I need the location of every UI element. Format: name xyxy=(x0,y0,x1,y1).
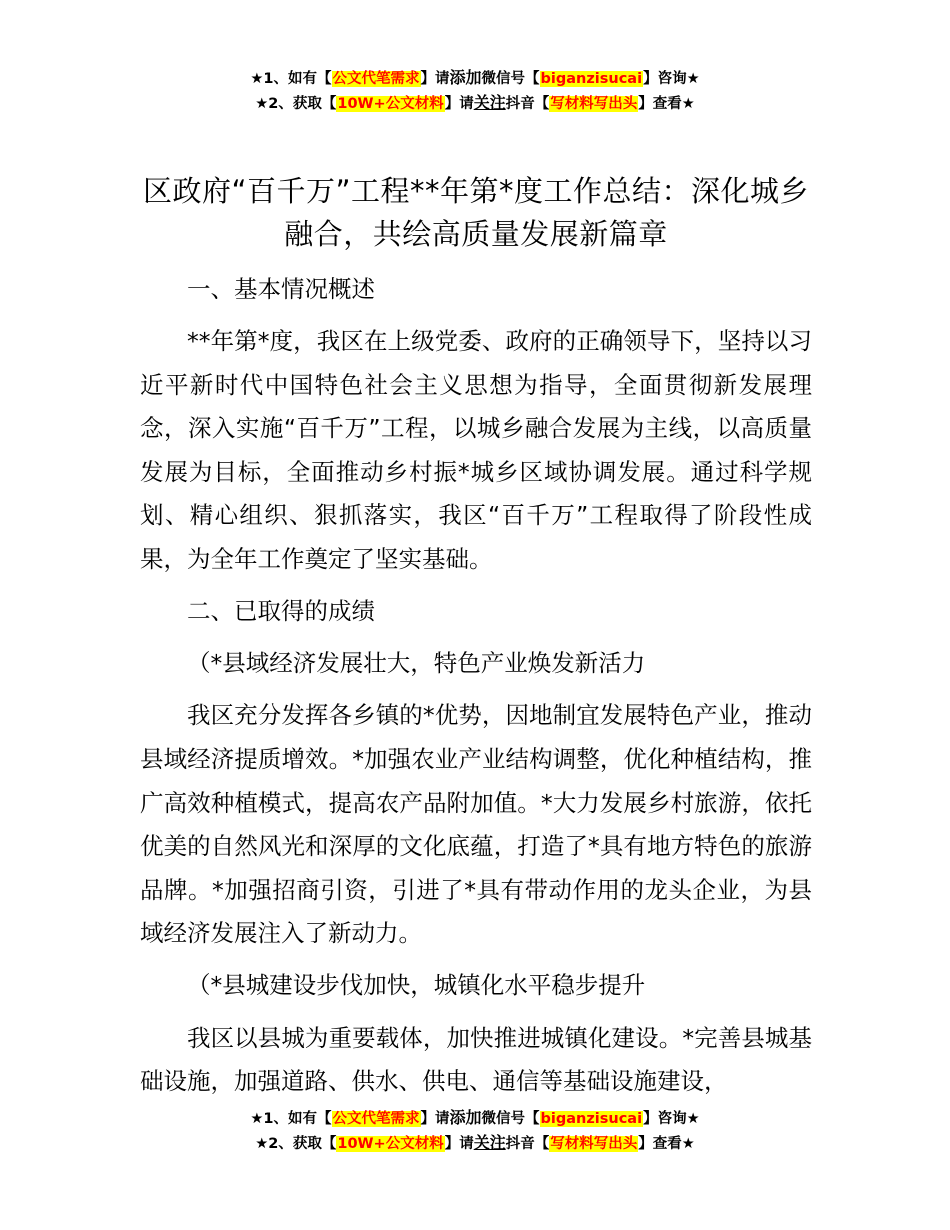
banner-text: 】请 xyxy=(444,1136,474,1152)
banner-text: 】咨询★ xyxy=(643,71,700,87)
banner-emphasis: 关注 xyxy=(473,1133,506,1152)
header-banner xyxy=(0,66,950,116)
banner-text: ★2、获取【 xyxy=(255,96,337,112)
banner-text: 】请 xyxy=(420,71,450,87)
subsection-heading: （*县城建设步伐加快，城镇化水平稳步提升 xyxy=(187,971,646,1000)
footer-banner xyxy=(0,1106,950,1156)
banner-emphasis: 关注 xyxy=(473,93,506,112)
banner-line-1 xyxy=(0,1106,950,1131)
highlight-materials: 10W+公文材料 xyxy=(337,1136,444,1152)
banner-text: 】查看★ xyxy=(638,96,695,112)
body-paragraph: **年第*度，我区在上级党委、政府的正确领导下，坚持以习近平新时代中国特色社会主义思想为指导，全面贯彻新发展理念，深入实施“百千万”工程，以城乡融合发展为主线，以高质量发展为目标，全面推动乡村振*城乡区域协调发展。通过科学规划、精心组织、狠抓落实，我区“百千万”工程取得了阶段性成果，为全年工作奠定了坚实基础。 xyxy=(140,327,812,574)
banner-text: 微信号【 xyxy=(481,71,540,87)
highlight-douyin-account: 写材料写出头 xyxy=(550,96,638,112)
document-title: 区政府“百千万”工程**年第*度工作总结：深化城乡融合，共绘高质量发展新篇章 xyxy=(142,174,810,251)
highlight-wechat-id: biganzisucai xyxy=(540,1111,643,1127)
banner-emphasis: 添加 xyxy=(449,68,482,87)
banner-emphasis: 添加 xyxy=(449,1108,482,1127)
subsection-heading: （*县域经济发展壮大，特色产业焕发新活力 xyxy=(187,649,646,678)
body-paragraph: 我区以县城为重要载体，加快推进城镇化建设。*完善县城基础设施，加强道路、供水、供电、通信等基础设施建设， xyxy=(140,1023,812,1096)
highlight-wechat-id: biganzisucai xyxy=(540,71,643,87)
banner-text: 】请 xyxy=(420,1111,450,1127)
section-heading: 二、已取得的成绩 xyxy=(187,597,375,626)
body-paragraph: 我区充分发挥各乡镇的*优势，因地制宜发展特色产业，推动县域经济提质增效。*加强农业产业结构调整，优化种植结构，推广高效种植模式，提高农产品附加值。*大力发展乡村旅游，依托优美的自然风光和深厚的文化底蕴，打造了*具有地方特色的旅游品牌。*加强招商引资，引进了*具有带动作用的龙头企业，为县域经济发展注入了新动力。 xyxy=(140,701,812,948)
highlight-service: 公文代笔需求 xyxy=(332,71,420,87)
document-body xyxy=(140,268,812,1112)
banner-line-2 xyxy=(0,1131,950,1156)
banner-text: ★1、如有【 xyxy=(250,71,332,87)
banner-text: 】查看★ xyxy=(638,1136,695,1152)
highlight-douyin-account: 写材料写出头 xyxy=(550,1136,638,1152)
banner-text: 】咨询★ xyxy=(643,1111,700,1127)
banner-line-2 xyxy=(0,91,950,116)
banner-line-1 xyxy=(0,66,950,91)
banner-text: ★1、如有【 xyxy=(250,1111,332,1127)
highlight-service: 公文代笔需求 xyxy=(332,1111,420,1127)
banner-text: ★2、获取【 xyxy=(255,1136,337,1152)
banner-text: 微信号【 xyxy=(481,1111,540,1127)
section-heading: 一、基本情况概述 xyxy=(187,275,375,303)
banner-text: 】请 xyxy=(444,96,474,112)
banner-text: 抖音【 xyxy=(505,1136,550,1152)
banner-text: 抖音【 xyxy=(505,96,550,112)
highlight-materials: 10W+公文材料 xyxy=(337,96,444,112)
